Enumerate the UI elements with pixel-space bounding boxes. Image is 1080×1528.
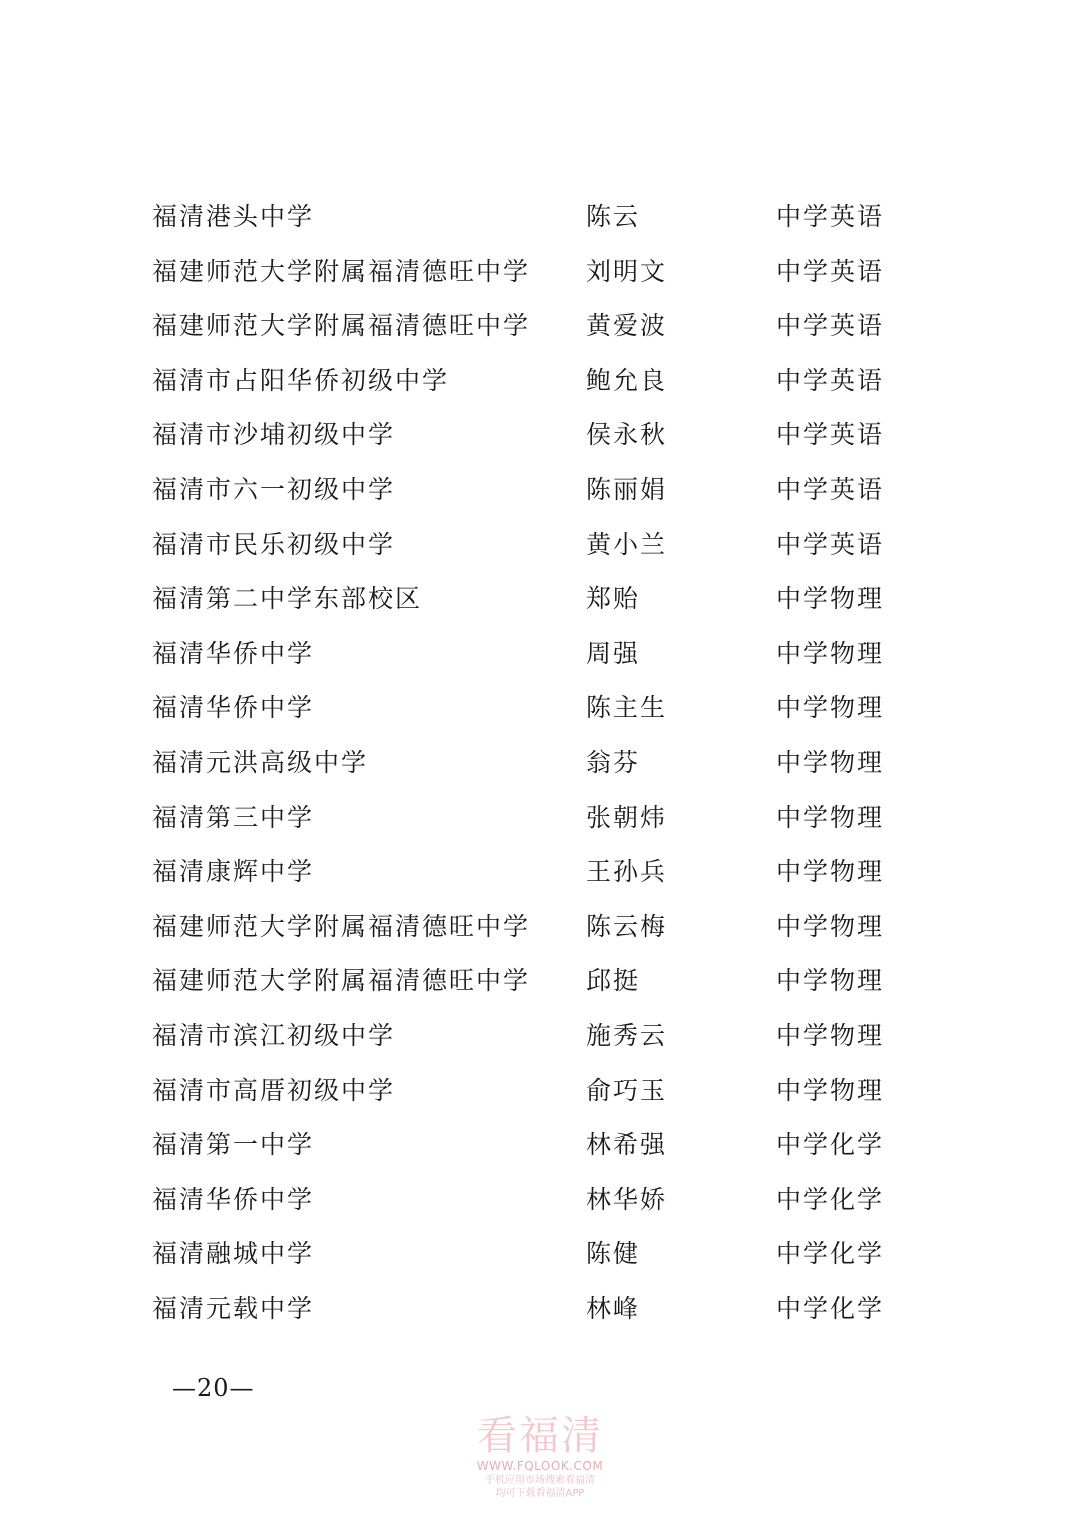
teacher-name: 郑贻	[586, 584, 641, 614]
subject-name: 中学物理	[776, 693, 885, 723]
roster-row	[152, 518, 912, 573]
school-name: 福清康辉中学	[152, 857, 315, 887]
roster-row	[152, 954, 912, 1009]
school-name: 福清市滨江初级中学	[152, 1020, 396, 1050]
subject-name: 中学物理	[776, 857, 885, 887]
subject-name: 中学英语	[776, 365, 885, 395]
roster-row	[152, 736, 912, 791]
subject-name: 中学物理	[776, 1075, 885, 1105]
school-name: 福清市六一初级中学	[152, 474, 396, 504]
teacher-name: 翁芬	[586, 747, 641, 777]
school-name: 福清华侨中学	[152, 693, 315, 723]
watermark-url: WWW.FQLOOK.COM	[476, 1459, 604, 1473]
school-name: 福建师范大学附属福清德旺中学	[152, 911, 531, 941]
roster-row	[152, 245, 912, 300]
teacher-name: 刘明文	[586, 256, 668, 286]
watermark-logo: 看福清	[477, 1413, 603, 1459]
school-name: 福清港头中学	[152, 202, 315, 231]
roster-row	[152, 190, 912, 245]
school-name: 福清第三中学	[152, 802, 315, 832]
teacher-name: 陈健	[586, 1239, 641, 1269]
roster-row	[152, 1118, 912, 1173]
school-name: 福清华侨中学	[152, 1184, 315, 1214]
school-name: 福清市民乐初级中学	[152, 529, 396, 559]
teacher-name: 陈云	[586, 202, 641, 231]
subject-name: 中学英语	[776, 529, 885, 559]
teacher-name: 黄爱波	[586, 311, 668, 341]
subject-name: 中学英语	[776, 256, 885, 286]
teacher-name: 陈主生	[586, 693, 668, 723]
teacher-name: 林华娇	[586, 1184, 668, 1214]
watermark	[470, 1414, 610, 1500]
subject-name: 中学物理	[776, 747, 885, 777]
roster-row	[152, 354, 912, 409]
subject-name: 中学物理	[776, 584, 885, 614]
school-name: 福清市沙埔初级中学	[152, 420, 396, 450]
school-name: 福清第一中学	[152, 1130, 315, 1160]
teacher-name: 施秀云	[586, 1020, 668, 1050]
subject-name: 中学物理	[776, 638, 885, 668]
roster-row	[152, 627, 912, 682]
teacher-name: 周强	[586, 638, 641, 668]
teacher-name: 侯永秋	[586, 420, 668, 450]
teacher-name: 陈丽娟	[586, 474, 668, 504]
school-name: 福清融城中学	[152, 1239, 315, 1269]
school-name: 福建师范大学附属福清德旺中学	[152, 966, 531, 996]
roster-row	[152, 1009, 912, 1064]
roster-row	[152, 463, 912, 518]
subject-name: 中学英语	[776, 420, 885, 450]
teacher-name: 俞巧玉	[586, 1075, 668, 1105]
roster-row	[152, 408, 912, 463]
subject-name: 中学英语	[776, 311, 885, 341]
roster-row	[152, 681, 912, 736]
school-name: 福清市高厝初级中学	[152, 1075, 396, 1105]
teacher-name: 林希强	[586, 1130, 668, 1160]
teacher-name: 邱挺	[586, 966, 641, 996]
school-name: 福清第二中学东部校区	[152, 584, 423, 614]
teacher-name: 鲍允良	[586, 365, 668, 395]
school-name: 福清华侨中学	[152, 638, 315, 668]
subject-name: 中学物理	[776, 1020, 885, 1050]
roster-row	[152, 845, 912, 900]
school-name: 福清元洪高级中学	[152, 747, 369, 777]
subject-name: 中学化学	[776, 1239, 885, 1269]
subject-name: 中学英语	[776, 202, 885, 231]
subject-name: 中学物理	[776, 966, 885, 996]
teacher-name: 黄小兰	[586, 529, 668, 559]
roster-row	[152, 1282, 912, 1337]
roster-row	[152, 572, 912, 627]
school-name: 福建师范大学附属福清德旺中学	[152, 256, 531, 286]
teacher-name: 张朝炜	[586, 802, 668, 832]
teacher-name: 陈云梅	[586, 911, 668, 941]
teacher-name: 林峰	[586, 1293, 641, 1323]
teacher-roster	[152, 190, 912, 1336]
roster-row	[152, 299, 912, 354]
roster-row	[152, 791, 912, 846]
roster-row	[152, 1173, 912, 1228]
subject-name: 中学化学	[776, 1184, 885, 1214]
school-name: 福清元载中学	[152, 1293, 315, 1323]
roster-row	[152, 900, 912, 955]
school-name: 福清市占阳华侨初级中学	[152, 365, 450, 395]
roster-row	[152, 1064, 912, 1119]
watermark-line-1: 手机应用市场搜索看福清	[485, 1475, 595, 1486]
subject-name: 中学物理	[776, 911, 885, 941]
school-name: 福建师范大学附属福清德旺中学	[152, 311, 531, 341]
subject-name: 中学英语	[776, 474, 885, 504]
page-number: —20—	[172, 1374, 255, 1402]
teacher-name: 王孙兵	[586, 857, 668, 887]
subject-name: 中学化学	[776, 1293, 885, 1323]
subject-name: 中学物理	[776, 802, 885, 832]
subject-name: 中学化学	[776, 1130, 885, 1160]
watermark-line-2: 均可下载看福清APP	[495, 1488, 585, 1499]
roster-row	[152, 1227, 912, 1282]
